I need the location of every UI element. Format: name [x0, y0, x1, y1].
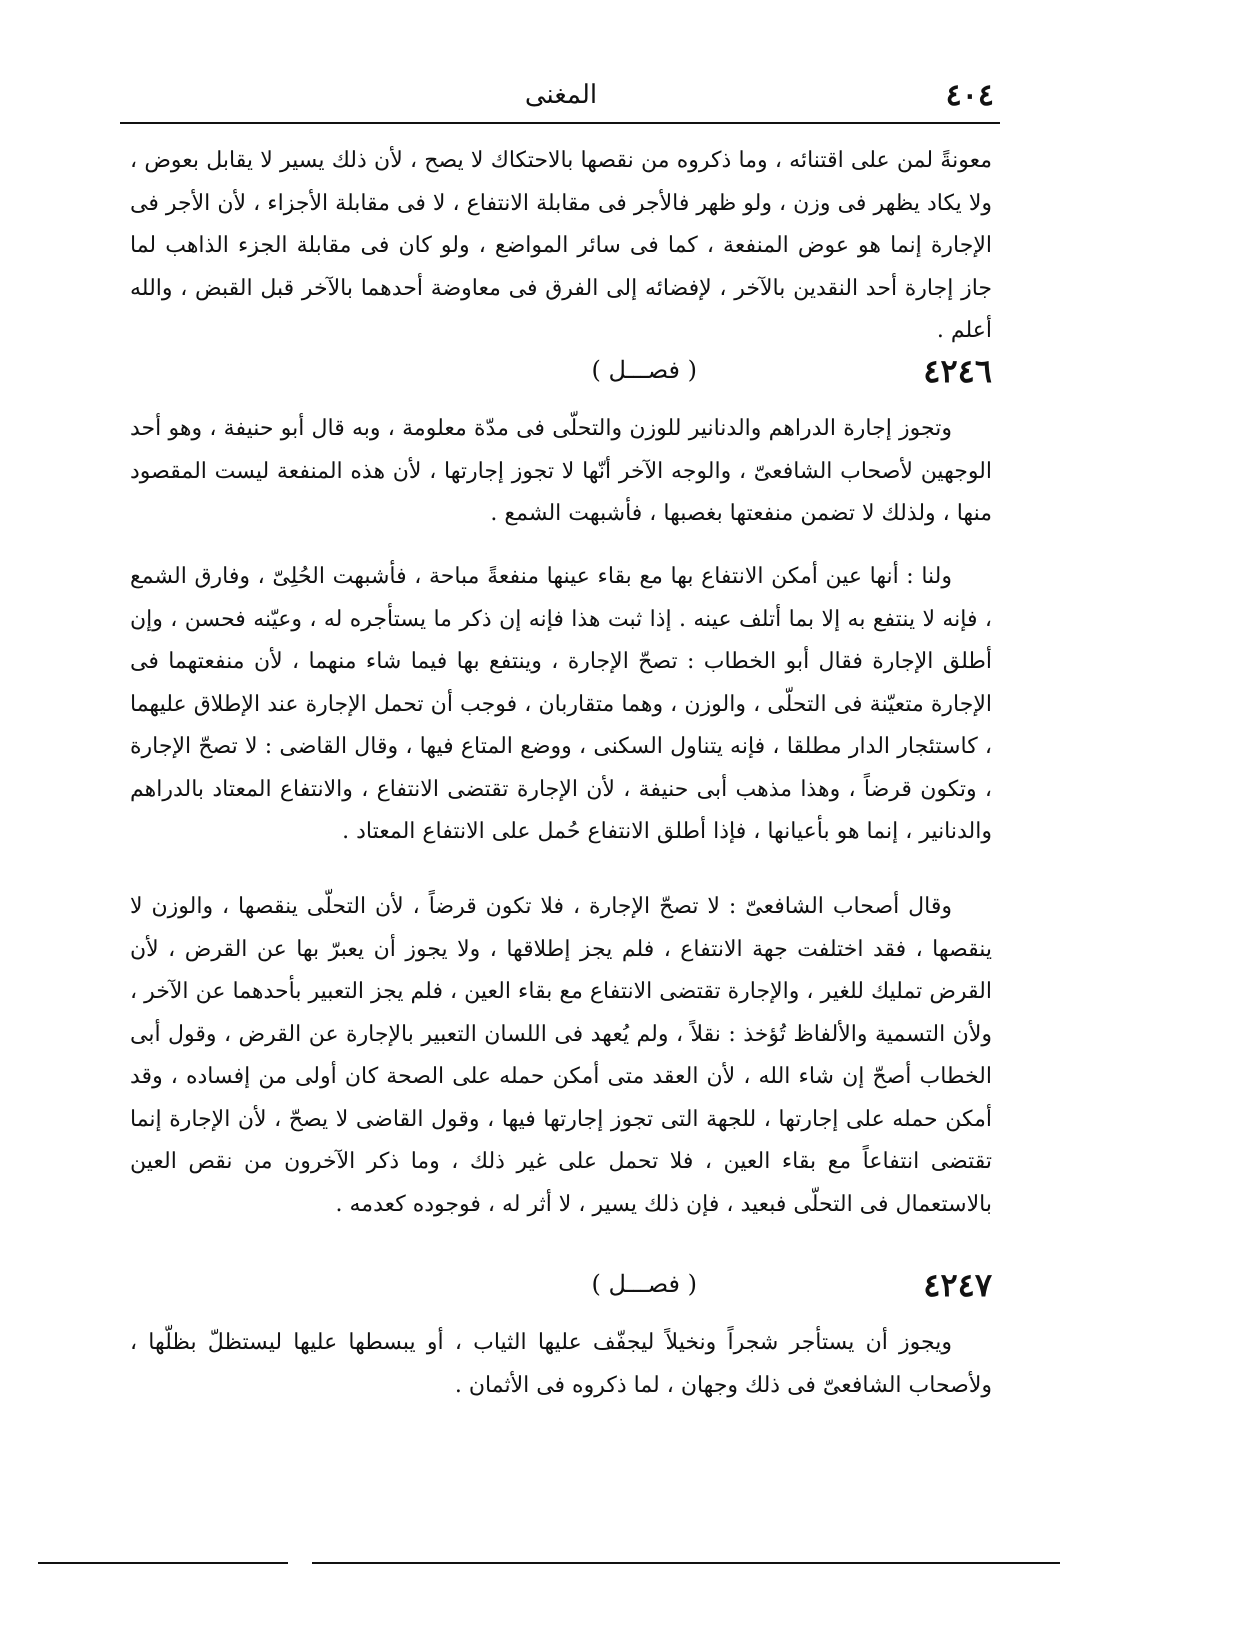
running-title: المغنى [524, 80, 598, 110]
paragraph-text: وقال أصحاب الشافعىّ : لا تصحّ الإجارة ، فلا تكون قرضاً ، لأن التحلّى ينقصها ، والوزن لا ينقصها ، فقد اختلفت جهة الانتفاع ، فلم يجز إطلاقها ، ولا يجوز أن يعبرّ بها عن القرض ، لأن القرض تمليك للغير ، والإجارة تقتضى الانتفاع مع بقاء العين ، فلم يجز التعبير بأحدهما عن الآخر ، ولأن التسمية والألفاظ تُؤخذ : نقلاً ، ولم يُعهد فى اللسان التعبير بالإجارة عن القرض ، وقول أبى الخطاب أصحّ إن شاء الله ، لأن العقد متى أمكن حمله على الصحة كان أولى من إفساده ، وقد أمكن حمله على إجارتها ، للجهة التى تجوز إجارتها فيها ، وقول القاضى لا يصحّ ، لأن الإجارة إنما تقتضى انتفاعاً مع بقاء العين ، فلا تحمل على غير ذلك ، وما ذكر الآخرون من نقص العين بالاستعمال فى التحلّى فبعيد ، فإن ذلك يسير ، لا أثر له ، فوجوده كعدمه . [130, 894, 992, 1217]
paragraph-4246-1 [130, 408, 992, 536]
header-rule [120, 122, 1000, 124]
section-label: ( فصـــل ) [591, 356, 697, 384]
section-label: ( فصـــل ) [591, 1270, 697, 1298]
paragraph-text: ويجوز أن يستأجر شجراً ونخيلاً ليجفّف عليها الثياب ، أو يبسطها عليها ليستظلّ بظلّها ، ولأصحاب الشافعىّ فى ذلك وجهان ، لما ذكروه فى الأثمان . [130, 1330, 992, 1398]
paragraph-4246-2 [130, 556, 992, 854]
paragraph-continued [130, 140, 992, 353]
footer-rule-right [312, 1562, 1060, 1564]
paragraph-4246-3 [130, 886, 992, 1226]
section-heading-4247 [130, 1266, 992, 1312]
paragraph-text: وتجوز إجارة الدراهم والدنانير للوزن والتحلّى فى مدّة معلومة ، وبه قال أبو حنيفة ، وهو أحد الوجهين لأصحاب الشافعىّ ، والوجه الآخر أنّها لا تجوز إجارتها ، لأن هذه المنفعة ليست المقصود منها ، ولذلك لا تضمن منفعتها بغصبها ، فأشبهت الشمع . [130, 416, 992, 526]
section-number: ٤٢٤٦ [923, 352, 992, 390]
paragraph-4247-1 [130, 1322, 992, 1407]
paragraph-text: ولنا : أنها عين أمكن الانتفاع بها مع بقاء عينها منفعةً مباحة ، فأشبهت الحُلِىّ ، وفارق الشمع ، فإنه لا ينتفع به إلا بما أتلف عينه . إذا ثبت هذا فإنه إن ذكر ما يستأجره له ، وعيّنه فحسن ، وإن أطلق الإجارة فقال أبو الخطاب : تصحّ الإجارة ، وينتفع بها فيما شاء منهما ، لأن منفعتهما فى الإجارة متعيّنة فى التحلّى ، والوزن ، وهما متقاربان ، فوجب أن تحمل الإجارة عند الإطلاق عليهما ، كاستئجار الدار مطلقا ، فإنه يتناول السكنى ، ووضع المتاع فيها ، وقال القاضى : لا تصحّ الإجارة ، وتكون قرضاً ، وهذا مذهب أبى حنيفة ، لأن الإجارة تقتضى الانتفاع ، والانتفاع المعتاد بالدراهم والدنانير ، إنما هو بأعيانها ، فإذا أطلق الانتفاع حُمل على الانتفاع المعتاد . [130, 564, 992, 844]
footer-rule-left [38, 1562, 288, 1564]
section-heading-4246 [130, 352, 992, 398]
page-number: ٤٠٤ [945, 78, 994, 113]
section-number: ٤٢٤٧ [923, 1266, 992, 1304]
page-header [128, 78, 994, 118]
paragraph-text: معونةً لمن على اقتنائه ، وما ذكروه من نقصها بالاحتكاك لا يصح ، لأن ذلك يسير لا يقابل بعوض ، ولا يكاد يظهر فى وزن ، ولو ظهر فالأجر فى مقابلة الانتفاع ، لا فى مقابلة الأجزاء ، لأن الأجر فى الإجارة إنما هو عوض المنفعة ، كما فى سائر المواضع ، ولو كان فى مقابلة الجزء الذاهب لما جاز إجارة أحد النقدين بالآخر ، لإفضائه إلى الفرق فى معاوضة أحدهما بالآخر قبل القبض ، والله أعلم . [130, 148, 992, 343]
